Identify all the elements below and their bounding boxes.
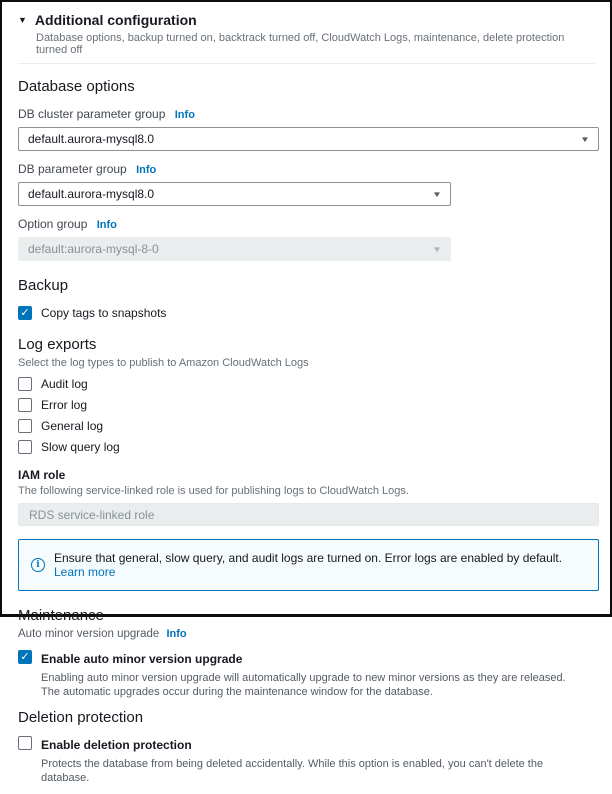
general-log-checkbox[interactable] <box>18 419 32 433</box>
iam-role-input-disabled: RDS service-linked role <box>18 503 599 526</box>
triangle-down-icon: ▼ <box>18 15 27 25</box>
chevron-down-icon: ▼ <box>432 244 442 254</box>
log-exports-description: Select the log types to publish to Amazon CloudWatch Logs <box>18 357 309 369</box>
section-subtitle: Database options, backup turned on, backtrack turned off, CloudWatch Logs, maintenance, delete protection turned off <box>36 32 565 56</box>
slow-query-log-checkbox[interactable] <box>18 440 32 454</box>
option-group-label: Option group <box>18 217 88 231</box>
audit-log-label: Audit log <box>41 377 88 391</box>
db-cluster-parameter-group-info-link[interactable]: Info <box>174 109 195 121</box>
log-exports-heading: Log exports <box>18 336 97 353</box>
audit-log-row <box>18 377 595 391</box>
auto-minor-upgrade-row <box>18 650 595 699</box>
iam-role-description: The following service-linked role is used for publishing logs to CloudWatch Logs. <box>18 485 409 497</box>
deletion-protection-label: Enable deletion protection <box>41 738 192 752</box>
db-parameter-group-select[interactable] <box>18 182 451 206</box>
db-cluster-parameter-group-select[interactable] <box>18 127 599 151</box>
check-icon: ✓ <box>20 650 30 663</box>
option-group-info-link[interactable]: Info <box>96 219 117 231</box>
deletion-protection-row <box>18 736 595 785</box>
option-group-select-disabled <box>18 237 451 261</box>
learn-more-link[interactable]: Learn more <box>54 565 116 579</box>
chevron-down-icon: ▼ <box>580 134 590 144</box>
copy-tags-checkbox[interactable] <box>18 306 32 320</box>
auto-minor-upgrade-label: Enable auto minor version upgrade <box>41 652 243 666</box>
expander-toggle[interactable] <box>18 12 595 28</box>
info-circle-icon: i <box>31 558 45 572</box>
section-title: Additional configuration <box>34 12 197 28</box>
check-icon: ✓ <box>20 306 30 319</box>
slow-query-log-label: Slow query log <box>41 440 120 454</box>
expander-header <box>18 10 595 64</box>
maintenance-heading: Maintenance <box>18 607 104 624</box>
option-group-field <box>18 217 595 261</box>
db-cluster-parameter-group-field <box>18 107 595 151</box>
chevron-down-icon: ▼ <box>432 189 442 199</box>
db-parameter-group-label: DB parameter group <box>18 162 127 176</box>
db-parameter-group-info-link[interactable]: Info <box>136 164 157 176</box>
deletion-protection-heading: Deletion protection <box>18 709 144 726</box>
alert-text: Ensure that general, slow query, and audit logs are turned on. Error logs are enabled by default. <box>54 551 563 565</box>
iam-role-label: IAM role <box>18 468 66 482</box>
auto-minor-version-upgrade-label: Auto minor version upgrade <box>18 628 160 640</box>
error-log-row <box>18 398 595 412</box>
db-parameter-group-value: default.aurora-mysql8.0 <box>28 187 155 201</box>
log-exports-list <box>18 377 595 454</box>
general-log-label: General log <box>41 419 104 433</box>
db-cluster-parameter-group-label: DB cluster parameter group <box>18 107 166 121</box>
error-log-checkbox[interactable] <box>18 398 32 412</box>
backup-heading: Backup <box>18 277 69 294</box>
deletion-protection-description: Protects the database from being deleted accidentally. While this option is enabled, you can't delete the database. <box>41 758 544 784</box>
auto-minor-upgrade-description: Enabling auto minor version upgrade will automatically upgrade to new minor versions as they are released. The automatic upgrades occur during the maintenance window for the database. <box>41 672 566 698</box>
deletion-protection-checkbox[interactable] <box>18 736 32 750</box>
slow-query-log-row <box>18 440 595 454</box>
auto-minor-upgrade-checkbox[interactable] <box>18 650 32 664</box>
general-log-row <box>18 419 595 433</box>
auto-minor-version-upgrade-info-link[interactable]: Info <box>166 628 187 640</box>
copy-tags-label: Copy tags to snapshots <box>41 306 167 320</box>
copy-tags-row <box>18 306 595 320</box>
db-parameter-group-field <box>18 162 595 206</box>
db-cluster-parameter-group-value: default.aurora-mysql8.0 <box>28 132 155 146</box>
database-options-heading: Database options <box>18 78 135 95</box>
audit-log-checkbox[interactable] <box>18 377 32 391</box>
info-alert <box>18 539 599 591</box>
option-group-value: default:aurora-mysql-8-0 <box>28 242 159 256</box>
error-log-label: Error log <box>41 398 88 412</box>
